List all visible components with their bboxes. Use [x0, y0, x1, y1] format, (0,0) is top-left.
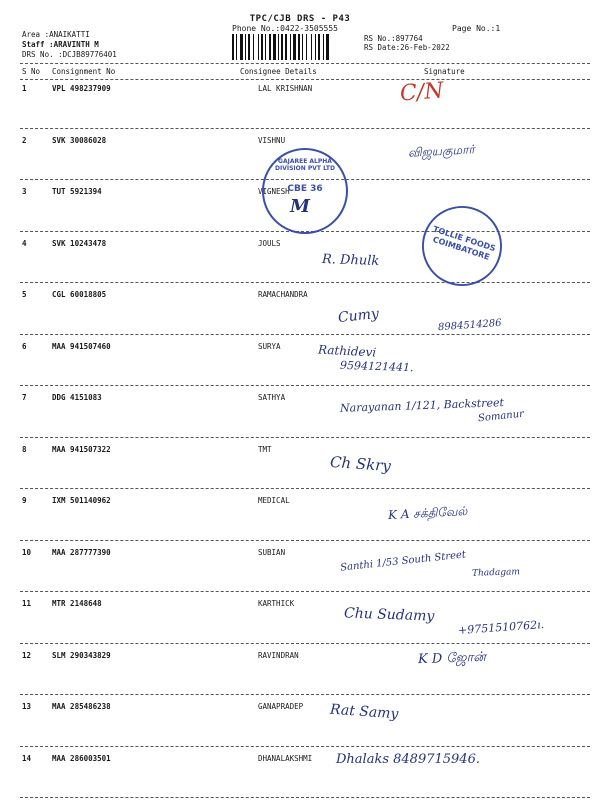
barcode-bar [293, 34, 296, 60]
row-consignment-number: SLM 290343829 [52, 650, 111, 660]
page-number: Page No.:1 [452, 24, 501, 33]
row-serial-number: 11 [22, 599, 32, 608]
table-row [0, 290, 600, 302]
row-consignee-name: RAMACHANDRA [258, 290, 308, 299]
barcode-bar [245, 34, 246, 60]
col-sno: S No [22, 67, 41, 76]
handwritten-signature: R. Dhulk [321, 251, 380, 269]
row-serial-number: 14 [22, 753, 32, 763]
row-serial-number: 9 [22, 496, 27, 505]
row-serial-number: 2 [22, 135, 27, 145]
barcode-bar [265, 34, 266, 60]
handwritten-signature: Cumy [337, 305, 380, 327]
col-consignment: Consignment No [52, 67, 116, 76]
row-divider [20, 488, 590, 489]
header-rule-top [20, 63, 590, 64]
phone-number: Phone No.:0422-3505555 [232, 24, 338, 33]
row-serial-number: 1 [22, 84, 27, 93]
handwritten-signature: Rat Samy [329, 701, 399, 723]
table-row [0, 496, 600, 508]
staff-label: Staff :ARAVINTH M [22, 40, 99, 49]
table-row [0, 702, 600, 714]
barcode-bar [278, 34, 279, 60]
col-consignee: Consignee Details [240, 67, 317, 76]
row-serial-number: 8 [22, 444, 27, 454]
barcode-bar [285, 34, 287, 60]
barcode-bar [281, 34, 283, 60]
barcode-bar [248, 34, 250, 60]
stamp-text: GAJAREE ALPHA DIVISION PVT LTD [275, 158, 335, 172]
barcode-bar [253, 34, 254, 60]
handwritten-signature: K A சக்திவேல் [387, 503, 468, 523]
row-consignee-name: JOULS [258, 238, 281, 248]
barcode-bar [315, 34, 316, 60]
row-divider [20, 282, 590, 283]
row-serial-number: 4 [22, 238, 27, 248]
table-row [0, 239, 600, 251]
area-label: Area :ANAIKATTI [22, 30, 90, 39]
table-row [0, 651, 600, 663]
row-consignment-number: SVK 30086028 [52, 135, 107, 145]
header-rule-bottom [20, 79, 590, 80]
row-consignee-name: SURYA [258, 341, 281, 351]
row-divider [20, 643, 590, 644]
row-consignment-number: MAA 287777390 [52, 547, 111, 557]
row-consignment-number: MAA 941507322 [52, 444, 111, 454]
handwritten-note: Somanur [477, 408, 525, 425]
row-serial-number: 5 [22, 290, 27, 299]
header-right-block [364, 34, 450, 52]
header-left-block [22, 30, 117, 60]
row-consignment-number: VPL 498237909 [52, 84, 111, 93]
row-divider [20, 591, 590, 592]
handwritten-signature: Chu Sudamy [343, 605, 435, 625]
stamp-initial-icon: M [290, 196, 310, 217]
row-consignment-number: TUT 5921394 [52, 187, 102, 196]
handwritten-signature: C/N [399, 78, 445, 107]
table-row [0, 445, 600, 457]
stamp-center-text: CBE 36 [287, 184, 323, 194]
row-consignee-name: VISHNU [258, 135, 286, 145]
row-consignee-name: MEDICAL [258, 496, 290, 505]
row-divider [20, 385, 590, 386]
row-divider [20, 128, 590, 129]
row-divider [20, 334, 590, 335]
row-consignee-name: RAVINDRAN [258, 650, 299, 660]
row-divider [20, 437, 590, 438]
barcode-bar [326, 34, 329, 60]
barcode-bar [273, 34, 276, 60]
table-row [0, 342, 600, 354]
barcode-bar [236, 34, 237, 60]
rs-date: RS Date:26-Feb-2022 [364, 43, 450, 52]
table-row [0, 136, 600, 148]
row-consignment-number: MTR 2148648 [52, 599, 102, 608]
barcode-bar [232, 34, 234, 60]
row-consignment-number: CGL 60018805 [52, 290, 107, 299]
barcode-bar [318, 34, 320, 60]
rs-number: RS No.:897764 [364, 34, 423, 43]
handwritten-signature: விஜயகுமார் [407, 141, 476, 160]
row-serial-number: 7 [22, 393, 27, 402]
table-row [0, 84, 600, 96]
row-consignee-name: LAL KRISHNAN [258, 84, 313, 93]
row-consignee-name: GANAPRADEP [258, 702, 304, 711]
table-row [0, 548, 600, 560]
table-row [0, 751, 600, 767]
handwritten-note: 9594121441. [339, 358, 414, 374]
barcode-image [232, 34, 350, 60]
barcode-bar [290, 34, 291, 60]
row-divider [20, 540, 590, 541]
stamp-text: TOLLIE FOODS COIMBATORE [431, 224, 497, 262]
handwritten-signature: K D ஜோன் [417, 649, 487, 667]
row-divider [20, 797, 590, 798]
barcode-bar [311, 34, 312, 60]
barcode-bar [240, 34, 243, 60]
row-serial-number: 10 [22, 547, 32, 557]
table-row [0, 393, 600, 405]
column-headers [0, 67, 600, 79]
col-signature: Signature [424, 67, 465, 76]
row-serial-number: 13 [22, 702, 32, 711]
handwritten-note: 8984514286 [437, 317, 502, 334]
row-consignment-number: DDG 4151083 [52, 393, 102, 402]
barcode-bar [302, 34, 303, 60]
barcode-bar [306, 34, 307, 60]
handwritten-signature: Dhalaks 8489715946. [336, 751, 480, 767]
row-consignee-name: KARTHICK [258, 599, 295, 608]
barcode-bar [269, 34, 271, 60]
barcode-bar [261, 34, 263, 60]
row-divider [20, 746, 590, 747]
row-consignee-name: TMT [258, 444, 272, 454]
row-consignment-number: MAA 285486238 [52, 702, 111, 711]
row-consignment-number: MAA 286003501 [52, 753, 111, 763]
row-consignee-name: VIGNESH [258, 187, 290, 196]
barcode-bar [258, 34, 259, 60]
row-consignment-number: MAA 941507460 [52, 341, 111, 351]
row-consignee-name: DHANALAKSHMI [258, 753, 313, 763]
handwritten-note: +9751510762ı. [457, 618, 545, 637]
handwritten-signature: Rathidevi [317, 341, 377, 360]
table-row [0, 599, 600, 611]
barcode-bar [298, 34, 300, 60]
handwritten-signature: Ch Skry [329, 452, 392, 475]
barcode-bar [323, 34, 324, 60]
handwritten-note: Thadagam [471, 566, 521, 579]
row-consignee-name: SATHYA [258, 393, 286, 402]
row-divider [20, 694, 590, 695]
handwritten-signature: Narayanan 1/121, Backstreet [339, 396, 505, 415]
row-serial-number: 12 [22, 650, 32, 660]
row-consignee-name: SUBIAN [258, 547, 286, 557]
row-serial-number: 6 [22, 341, 27, 351]
row-serial-number: 3 [22, 187, 27, 196]
row-consignment-number: SVK 10243478 [52, 238, 107, 248]
alpha-division-stamp [262, 148, 348, 234]
handwritten-signature: Santhi 1/53 South Street [339, 548, 467, 574]
row-consignment-number: IXM 501140962 [52, 496, 111, 505]
drs-number: DRS No. :DCJB89776401 [22, 50, 117, 59]
sheet-title: TPC/CJB DRS - P43 [249, 14, 351, 24]
